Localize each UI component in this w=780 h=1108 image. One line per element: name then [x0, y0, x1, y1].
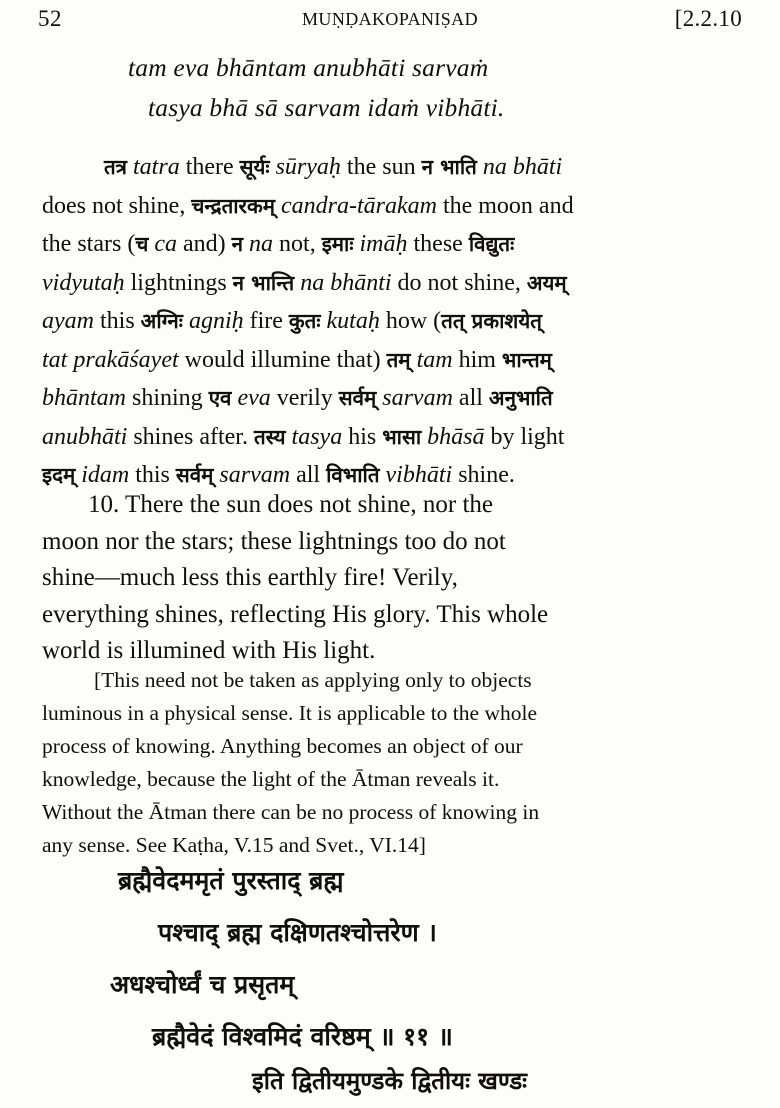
transliteration: sarvam: [219, 462, 291, 488]
devanagari-word: कुतः: [288, 309, 321, 333]
gloss-line-6: [42, 341, 756, 380]
gloss-text: all: [296, 462, 321, 488]
devanagari-word: एव: [208, 386, 232, 410]
gloss-text: this: [135, 462, 170, 488]
gloss-text: the stars (: [42, 231, 136, 257]
transliteration: anubhāti: [42, 423, 128, 450]
translation-line-5: world is illumined with His light.: [42, 637, 376, 664]
devanagari-word: सर्वम्: [175, 463, 214, 487]
gloss-text: shining: [132, 385, 203, 411]
devanagari-word: न भान्ति: [232, 270, 295, 295]
verse-line-1: ब्रह्मैवेदममृतं पुरस्ताद् ब्रह्म: [118, 866, 344, 895]
section-colophon: इति द्वितीयमुण्डके द्वितीयः खण्डः: [252, 1067, 528, 1095]
note-line-2: luminous in a physical sense. It is applicable to the whole: [42, 701, 537, 725]
mantra-block: [0, 48, 780, 128]
gloss-text: his: [348, 423, 377, 450]
devanagari-word: न: [231, 232, 244, 256]
transliteration: na bhāti: [482, 154, 563, 180]
verse-line-4: ब्रह्मैवेदं विश्वमिदं वरिष्ठम् ॥ ११ ॥: [152, 1022, 453, 1051]
transliteration: sūryaḥ: [275, 154, 341, 180]
gloss-line-8: [42, 418, 756, 457]
gloss-text: do not shine,: [397, 269, 521, 296]
running-head: [0, 6, 780, 36]
transliteration: sarvam: [382, 385, 453, 411]
transliteration: tam: [416, 346, 453, 373]
word-gloss-block: [42, 148, 756, 495]
devanagari-word: अयम्: [526, 270, 567, 295]
transliteration: vibhāti: [385, 462, 453, 488]
gloss-text: shine.: [458, 462, 515, 488]
gloss-text: the sun: [346, 154, 416, 180]
translation-line-1: 10. There the sun does not shine, nor the: [88, 491, 494, 518]
transliteration: tat prakāśayet: [42, 346, 179, 373]
mantra-line-2: tasya bhā sā sarvam idaṁ vibhāti.: [148, 93, 505, 122]
transliteration: kutaḥ: [326, 308, 380, 334]
gloss-text: fire: [249, 308, 283, 334]
devanagari-word: भासा: [382, 424, 422, 449]
commentary-note: [42, 664, 758, 862]
gloss-text: by light: [490, 423, 565, 450]
gloss-line-5: [42, 302, 756, 341]
verse-line-2: पश्चाद् ब्रह्म दक्षिणतश्चोत्तरेण ।: [158, 918, 437, 947]
gloss-text: verily: [276, 385, 333, 411]
gloss-line-3: [42, 225, 756, 264]
devanagari-word: सूर्यः: [239, 155, 270, 179]
devanagari-word: तस्य: [253, 424, 286, 449]
devanagari-word: तत्र: [104, 155, 128, 179]
devanagari-word: इदम्: [42, 463, 76, 487]
transliteration: ayam: [42, 308, 94, 334]
gloss-text: lightnings: [130, 269, 227, 296]
gloss-text: this: [99, 308, 135, 334]
note-line-3: process of knowing. Anything becomes an object of our: [42, 734, 523, 758]
transliteration: na bhānti: [300, 269, 392, 296]
gloss-text: and): [183, 231, 226, 257]
gloss-text: all: [458, 385, 483, 411]
transliteration: bhāntam: [42, 385, 126, 411]
devanagari-word: च: [135, 232, 149, 256]
gloss-text: these: [413, 231, 463, 257]
devanagari-word: तम्: [386, 347, 411, 372]
transliteration: tasya: [291, 423, 343, 450]
gloss-line-2: [42, 187, 756, 226]
note-line-4: knowledge, because the light of the Ātman reveals it.: [42, 767, 500, 791]
devanagari-word: भान्तम्: [501, 347, 552, 372]
devanagari-word: अनुभाति: [488, 386, 553, 410]
gloss-text: not,: [279, 231, 316, 257]
gloss-line-1: [42, 148, 756, 187]
transliteration: idam: [81, 462, 130, 488]
translation-line-4: everything shines, reflecting His glory. This whole: [42, 600, 549, 628]
devanagari-word: न भाति: [421, 155, 477, 179]
transliteration: vidyutaḥ: [42, 269, 125, 296]
devanagari-verse-block: [0, 855, 780, 1063]
translation-line-3: shine—much less this earthly fire! Verily,: [42, 564, 458, 591]
gloss-text: would illumine that): [184, 346, 381, 373]
gloss-text: there: [185, 154, 234, 180]
transliteration: agniḥ: [188, 308, 244, 334]
transliteration: na: [249, 231, 274, 257]
transliteration: ca: [154, 231, 177, 257]
devanagari-word: चन्द्रतारकम्: [191, 193, 275, 218]
page-number: 52: [38, 6, 62, 31]
gloss-line-4: [42, 264, 756, 303]
transliteration: imāḥ: [359, 231, 408, 257]
devanagari-word: सर्वम्: [338, 386, 377, 410]
translation-line-2: moon nor the stars; these lightnings too do not: [42, 527, 506, 555]
note-line-6: any sense. See Kaṭha, V.15 and Svet., VI.14]: [42, 833, 426, 857]
devanagari-word: विद्युतः: [468, 232, 515, 256]
translation-paragraph: [42, 487, 756, 670]
devanagari-word: अग्निः: [140, 309, 183, 333]
devanagari-word: विभाति: [326, 463, 380, 487]
devanagari-word: इमाः: [321, 232, 354, 256]
gloss-text: shines after.: [133, 423, 248, 450]
transliteration: candra-tārakam: [280, 192, 437, 219]
running-head-title: MUṆḌAKOPANIṢAD: [302, 9, 478, 29]
devanagari-word: तत् प्रकाशयेत्: [441, 309, 542, 333]
gloss-text: how (: [385, 308, 442, 334]
transliteration: bhāsā: [427, 423, 485, 450]
running-head-reference: [2.2.10: [674, 6, 742, 31]
mantra-line-1: tam eva bhāntam anubhāti sarvaṁ: [128, 53, 489, 82]
transliteration: tatra: [133, 154, 180, 180]
gloss-line-7: [42, 379, 756, 418]
gloss-text: him: [458, 346, 496, 373]
transliteration: eva: [237, 385, 271, 411]
gloss-text: the moon and: [442, 192, 574, 219]
gloss-text: does not shine,: [42, 192, 186, 219]
note-line-1: [This need not be taken as applying only to objects: [94, 668, 532, 692]
verse-line-3: अधश्चोर्ध्वं च प्रसृतम्: [110, 970, 295, 999]
note-line-5: Without the Ātman there can be no process of knowing in: [42, 800, 540, 824]
